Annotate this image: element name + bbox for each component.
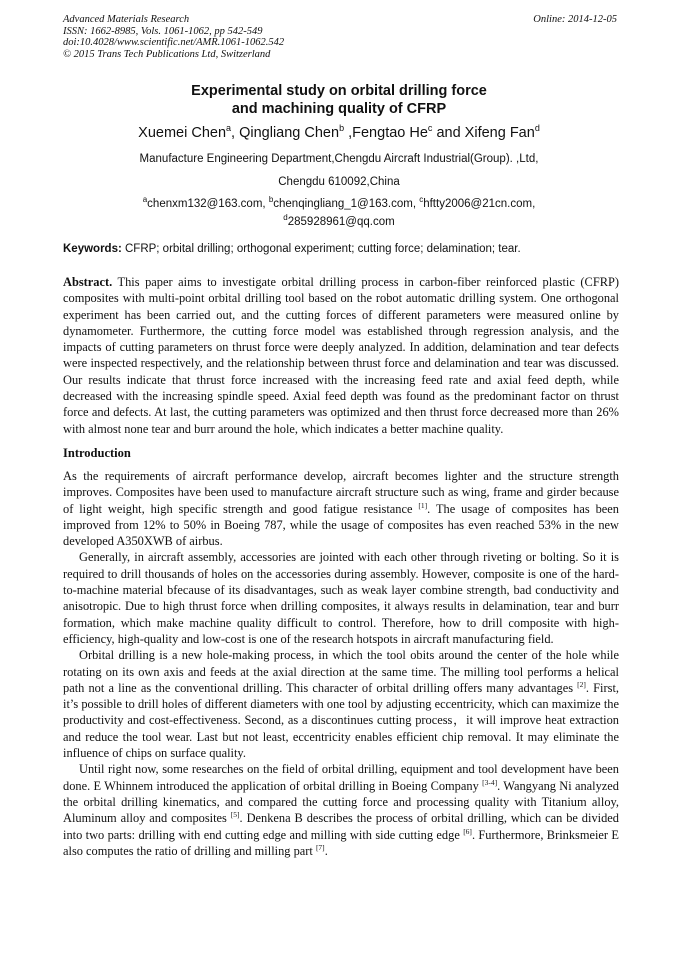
issn-line: ISSN: 1662-8985, Vols. 1061-1062, pp 542-549 [63,25,263,37]
keywords-text: CFRP; orbital drilling; orthogonal experiment; cutting force; delamination; tear. [121,243,521,255]
author-sup: b [339,123,345,133]
paragraph-text: . [324,843,328,858]
paragraph-text: As the requirements of aircraft performance develop, aircraft becomes lighter and the structure strength improves. Composites have been used to manufacture aircraft structure such as wing, frame and girder because of light weight, high specific strength and good fatigue resistance [63,469,619,516]
citation[interactable]: [3-4] [482,777,498,787]
author-sup: c [427,123,433,133]
paper-title [40,82,638,118]
author-sup: a [226,123,232,133]
author-emails [40,193,638,229]
paragraph-text: . Furthermore, Brinksmeier E also computes the ratio of drilling and milling part [63,827,619,858]
email-sup: d [283,212,288,222]
email-link[interactable]: chenqingliang_1@163.com, [273,197,420,210]
paragraph-text: . Denkena B describes the process of orbital drilling, which can be divided into two parts: drilling with end cutting edge and milling with side cutting edge [63,811,619,842]
author-sup: d [534,123,540,133]
paragraph-text: . The usage of composites has been improved from 12% to 50% in Boeing 787, while the usage of composites has even reached 53% in the new developed A350XWB of airbus. [63,501,619,549]
paragraph-text: . Wangyang Ni analyzed the orbital drilling kinematics, and compared the cutting force and processing quality with Titanium alloy, Aluminum alloy and composites [63,778,620,826]
affiliation [40,148,638,194]
introduction-body [63,468,619,859]
email-sup: b [268,195,274,204]
author-name: Xuemei Chen [138,124,227,141]
paragraph-text: . First, it’s possible to drill holes of different diameters with one tool by adjusting eccentricity, which can maximize the productivity and cost-effectiveness. Second, as a discontinues cutting process，it will improve heat extraction and reduce the tool wear. Last but not least, eccentricity enables efficient chip removal. It may eliminate the influence of chips on surface quality. [63,680,619,761]
citation[interactable]: [7] [315,842,325,852]
email-sup: c [419,195,424,204]
author-name: Xifeng Fan [464,124,535,141]
paragraph [63,761,619,859]
email-link[interactable]: 285928961@qq.com [287,215,395,228]
citation[interactable]: [2] [577,679,586,689]
journal-header [63,14,617,60]
journal-name: Advanced Materials Research [63,14,190,25]
citation[interactable]: [5] [230,810,240,820]
author-name: Fengtao He [352,124,428,141]
title-line-1: Experimental study on orbital drilling force [191,83,487,99]
abstract-text: This paper aims to investigate orbital drilling process in carbon-fiber reinforced plastic (CFRP) composites with multi-point orbital drilling tool based on the robot automatic drilling system. One orthogonal experiment has been carried out, and the cutting forces of different parameters were measured online by dynamometer. Furthermore, the cutting force model was established through regression analysis, and the impacts of cutting parameters on thrust force were deeply analyzed. In addition, delamination and tear defects were inspected respectively, and the relationship between thrust force and delamination and tear was discussed. Our results indicate that thrust force increased with the increasing feed rate and axial feed depth, while decreased with the increasing spindle speed. Axial feed depth was found as the predominant factor on thrust force and defects. At last, the cutting parameters was optimized and then thrust force decreased more than 26% with almost none tear and burr around the hole, which indicates a better machine quality. [63,275,619,436]
citation[interactable]: [1] [418,500,428,510]
citation[interactable]: [6] [463,826,472,836]
abstract-label: Abstract. [63,275,113,289]
paragraph [63,647,619,761]
author-separator: , [344,124,353,141]
email-link[interactable]: chenxm132@163.com, [147,197,269,210]
paragraph: Generally, in aircraft assembly, accessories are jointed with each other through riveting or bolting. So it is required to drill thousands of holes on the accessories during assembly. However, composite is one of the hard-to-machine material bfecause of its disadvantages, such as weak layer combine strength, bad conductivity and anisotropic. Due to high thrust force when drilling composites, it always results in delamination, tear and burr formation, which make machine quality difficult to control. Therefore, how to drill composite with high-efficiency, high-quality and low-cost is one of the research hotspots in aircraft manufacturing field. [63,550,619,646]
abstract [63,274,619,437]
copyright-line: © 2015 Trans Tech Publications Ltd, Switzerland [63,48,271,60]
paragraph [63,468,619,549]
title-line-2: and machining quality of CFRP [231,101,447,117]
online-date: Online: 2014-12-05 [533,14,617,25]
author-name: Qingliang Chen [239,124,340,141]
affiliation-line-1: Manufacture Engineering Department,Chengdu Aircraft Industrial(Group). ,Ltd, [139,153,539,165]
affiliation-line-2: Chengdu 610092,China [278,176,400,188]
doi-line: doi:10.4028/www.scientific.net/AMR.1061-1062.542 [63,37,285,48]
author-separator: , [231,124,240,141]
email-sup: a [142,195,148,204]
paragraph-text: Orbital drilling is a new hole-making process, in which the tool obits around the center of the hole while rotating on its own axis and feeds at the axial direction at the same time. The milling tool performs a helical path not a line as the conventional drilling. This character of orbital drilling offers many advantages [63,648,619,695]
author-list [40,123,638,141]
paragraph-text: Until right now, some researches on the field of orbital drilling, equipment and tool development have been done. E Whinnem introduced the application of orbital drilling in Boeing Company [63,762,619,793]
keywords-label: Keywords: [63,243,122,255]
keywords [63,243,623,255]
section-heading-introduction: Introduction [63,446,131,460]
author-separator: and [432,124,465,141]
email-link[interactable]: hftty2006@21cn.com, [423,197,536,210]
